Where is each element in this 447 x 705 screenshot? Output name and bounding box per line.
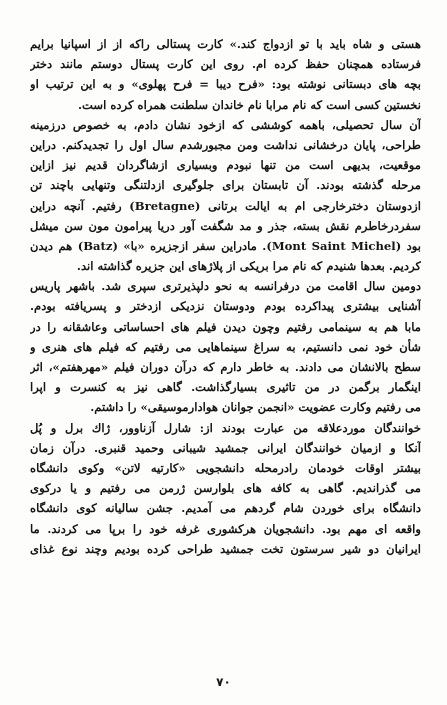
text-line: شأن خود نمی دانستیم، به سراغ سینماهایی می رفتیم که فیلم های هنری و — [30, 339, 421, 354]
text-line: بیشتر اوقات خودمان رادرمحله دانشجویی «کارتیه لاتن» وکوی دانشگاه — [30, 460, 421, 475]
text-line: بچه های دبستانی نوشته بود: «فرح دیبا = فرح پهلوی» و به این ترتیب او — [30, 77, 421, 92]
body-text — [30, 34, 421, 559]
text-line: آشنایی بیشتری پیداکرده بودم ودوستان نزدیکی ازدختر و پسریافته بودم. — [30, 299, 421, 314]
text-line: سطح بالانشان می دادند. به خاطر دارم که درآن دوران فیلم «مهرهفتم»، اثر — [30, 360, 421, 374]
text-line: خوانندگان موردعلاقه من عبارت بودند از: شارل آزناوور، ژاك برل و پُل — [30, 420, 421, 435]
text-line: نخستین کسی است که نام مرابا نام خاندان سلطنت همراه کرده است. — [77, 97, 421, 112]
text-line: فرستاده همچنان حفظ کرده ام. روی این کارت پستال دوستم مانند دختر — [30, 57, 421, 72]
text-line: آن سال تحصیلی، باهمه کوششی که ازخود نشان دادم، به خصوص درزمینه — [30, 117, 421, 132]
text-line: بود (Mont Saint Michel). مادراین سفر ازجزیره «با» (Batz) هم دیدن — [30, 238, 421, 253]
text-line: هستی و شاه باید با تو ازدواج کند.» کارت پستالی راکه از از اسپانیا برایم — [30, 37, 421, 51]
text-line: سفردرخاطرم نقش بسته، جذر و مد شگفت آور دریا پیرامون مون سن میشل — [30, 218, 421, 233]
text-line: دومین سال اقامت من درفرانسه به نحو دلپذیرتری سپری شد. باشهر پاریس — [30, 279, 421, 294]
text-line: ایرانیان دو شیر سرستون تخت جمشید طراحی کرده بودیم وچند نوع غذای — [30, 541, 421, 556]
text-line: مرحله گذشته بودند. آن تابستان برای جلوگیری ازدلتنگی وتنهایی باچند تن — [30, 178, 421, 193]
text-line: آنکا و ازمیان خوانندگان ایرانی جمشید شیبانی وحمید قنبری. درآن زمان — [30, 440, 421, 455]
text-line: مابا هم به سینمامی رفتیم وچون دیدن فیلم های احساساتی وعاشقانه را در — [30, 319, 421, 334]
text-line: کردیم. بعدها شنیدم که نام مرا بریکی از پلاژهای این جزیره گذاشته اند. — [76, 259, 421, 274]
text-line: واقعه ای مهم بود. دانشجویان هرکشوری غرفه خود را برپا می کردند. ما — [30, 521, 421, 536]
text-line: می رفتیم وکارت عضویت «انجمن جوانان هوادارموسیقی» را داشتم. — [90, 400, 421, 415]
text-line: ازدوستان دخترخارجی ام به ایالت برتانی (Bretagne) رفتیم. آنچه دراین — [30, 198, 421, 213]
text-line: موقعیت، بدیهی است من تنها نبودم وبسیاری ازشاگردان قدیم نیز ازاین — [30, 158, 421, 173]
text-line: دانشگاه برای خوردن شام گردهم می آمدیم. جشن سالیانه کوی دانشگاه — [30, 501, 421, 516]
text-line: می گذراندیم. گاهی به کافه های بلوارسن ژرمن می رفتیم و یا درکوی — [30, 481, 421, 496]
text-line: اینگمار برگمن در من تاثیری بسیارگذاشت. گاهی نیز به کنسرت و اپرا — [30, 380, 421, 395]
page-number: ۷۰ — [216, 675, 231, 689]
text-line: طراحی، پایان درخشانی نداشت ومن مجبورشدم سال اول را تجدیدکنم. دراین — [30, 137, 421, 152]
